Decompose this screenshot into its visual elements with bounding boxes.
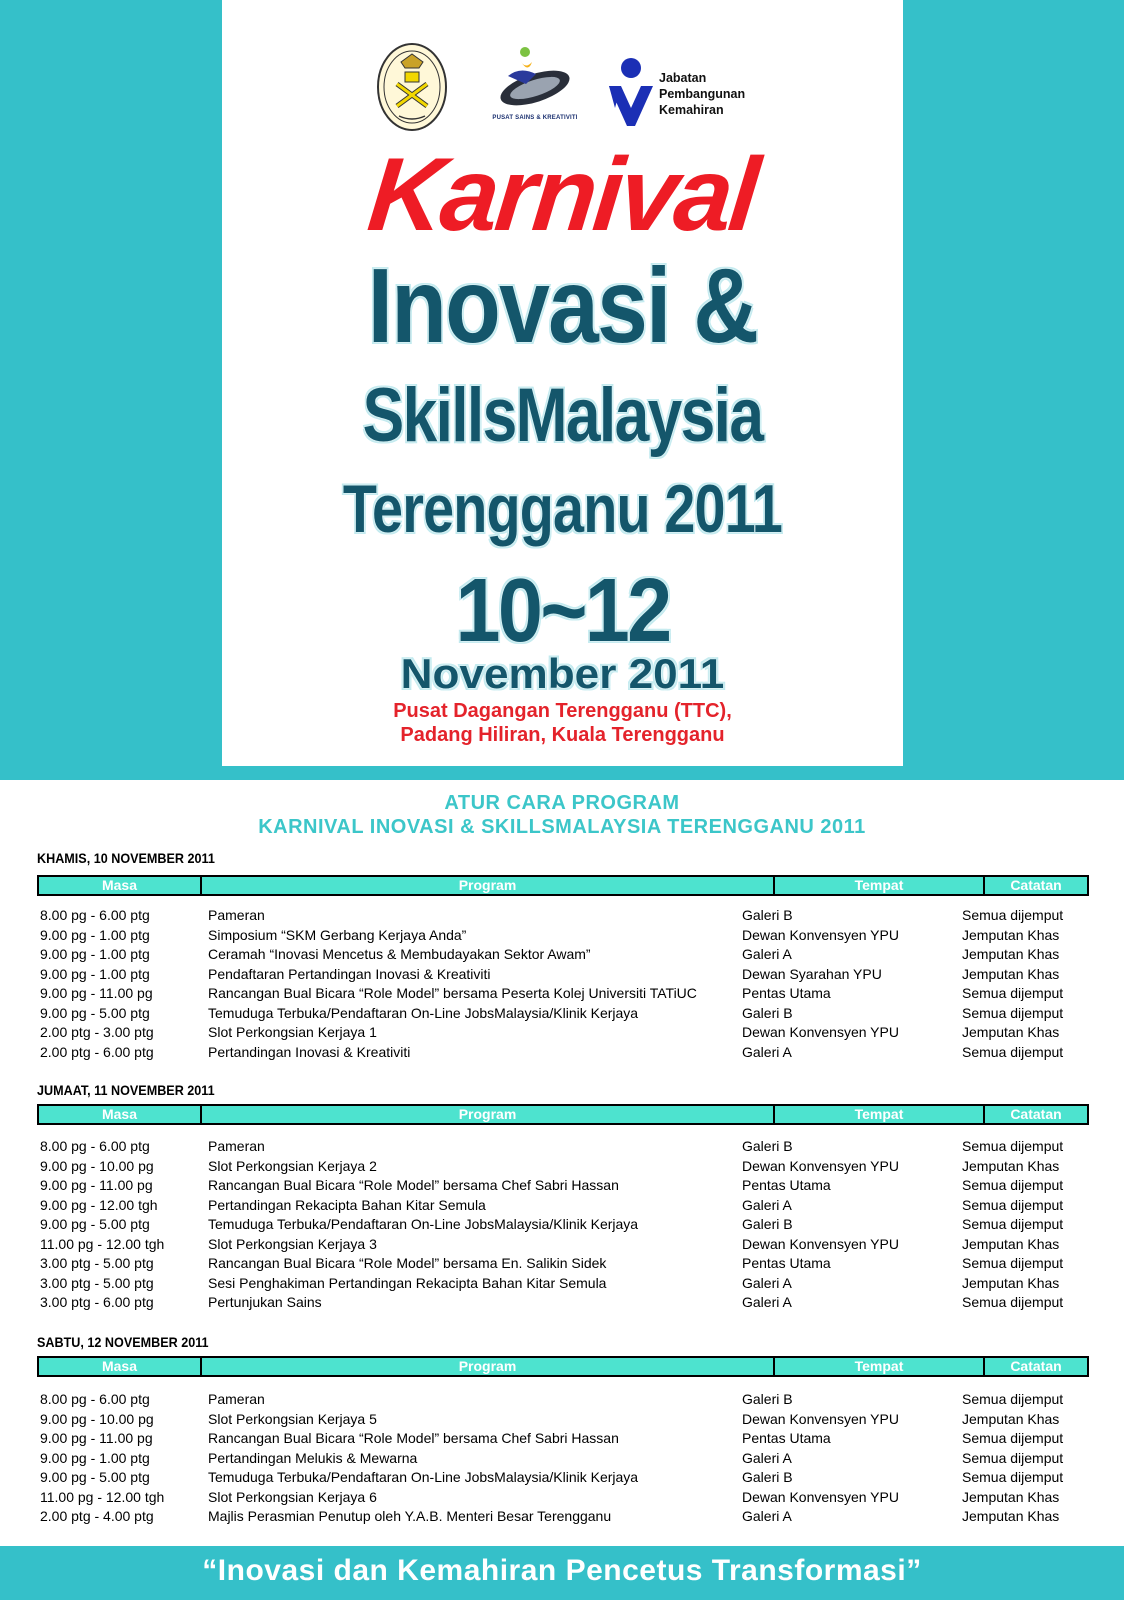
table-row <box>40 1235 1090 1255</box>
title-skillsmalaysia: SkillsMalaysia <box>362 373 763 458</box>
cell-tempat: Pentas Utama <box>742 1177 831 1193</box>
cell-catatan: Jemputan Khas <box>962 946 1060 962</box>
cell-tempat: Dewan Konvensyen YPU <box>742 1157 899 1174</box>
column-header-catatan: Catatan <box>1010 877 1062 893</box>
cell-program: Slot Perkongsian Kerjaya 1 <box>208 1024 377 1040</box>
title-dates: 10~12 <box>455 561 670 661</box>
cell-tempat: Galeri B <box>742 907 793 923</box>
table-row <box>40 1157 1090 1177</box>
cell-tempat: Galeri B <box>742 1469 793 1485</box>
cell-catatan: Semua dijemput <box>962 1138 1064 1154</box>
table-row <box>40 1196 1090 1216</box>
program-heading: ATUR CARA PROGRAM <box>444 792 680 814</box>
table-row <box>40 906 1090 926</box>
cell-program: Temuduga Terbuka/Pendaftaran On-Line JobsMalaysia/Klinik Kerjaya <box>208 1004 639 1021</box>
table-row <box>40 1176 1090 1196</box>
cell-catatan: Semua dijemput <box>962 1255 1064 1271</box>
cell-tempat: Dewan Konvensyen YPU <box>742 1488 899 1505</box>
column-header-masa: Masa <box>39 1106 202 1123</box>
cell-tempat: Galeri A <box>742 1508 792 1524</box>
table-row <box>40 1023 1090 1043</box>
cell-tempat: Galeri A <box>742 1043 792 1060</box>
cell-masa: 9.00 pg - 1.00 ptg <box>40 965 150 982</box>
cell-tempat: Pentas Utama <box>742 1430 831 1446</box>
state-crest-logo <box>375 42 449 132</box>
schedule-rows <box>40 1390 1090 1527</box>
cell-tempat: Galeri A <box>742 1196 792 1213</box>
cell-tempat: Pentas Utama <box>742 1255 831 1271</box>
cell-catatan: Semua dijemput <box>962 1177 1064 1193</box>
cell-program: Slot Perkongsian Kerjaya 2 <box>208 1157 377 1174</box>
table-row <box>40 1390 1090 1410</box>
cell-catatan: Jemputan Khas <box>962 1410 1060 1427</box>
cell-program: Slot Perkongsian Kerjaya 5 <box>208 1410 377 1427</box>
cell-tempat: Dewan Konvensyen YPU <box>742 1235 899 1252</box>
table-row <box>40 1468 1090 1488</box>
cell-tempat: Pentas Utama <box>742 985 831 1001</box>
logo-row <box>222 42 903 142</box>
cell-masa: 9.00 pg - 11.00 pg <box>40 1430 153 1446</box>
cell-program: Simposium “SKM Gerbang Kerjaya Anda” <box>208 926 467 943</box>
cell-program: Rancangan Bual Bicara “Role Model” bersama En. Salikin Sidek <box>208 1255 607 1271</box>
column-header-masa: Masa <box>39 1358 202 1375</box>
poster-panel <box>222 0 903 766</box>
cell-masa: 8.00 pg - 6.00 ptg <box>40 1391 150 1407</box>
cell-masa: 11.00 pg - 12.00 tgh <box>40 1488 165 1505</box>
cell-catatan: Semua dijemput <box>962 1294 1064 1310</box>
jpk-text-line: Jabatan <box>659 71 707 85</box>
table-row <box>40 1043 1090 1063</box>
cell-masa: 3.00 ptg - 5.00 ptg <box>40 1255 154 1271</box>
cell-catatan: Semua dijemput <box>962 1004 1064 1021</box>
cell-tempat: Galeri B <box>742 1216 793 1232</box>
schedule-rows <box>40 1137 1090 1313</box>
cell-catatan: Semua dijemput <box>962 907 1064 923</box>
cell-masa: 11.00 pg - 12.00 tgh <box>40 1235 165 1252</box>
cell-program: Temuduga Terbuka/Pendaftaran On-Line JobsMalaysia/Klinik Kerjaya <box>208 1469 639 1485</box>
cell-masa: 9.00 pg - 1.00 ptg <box>40 926 150 943</box>
table-row <box>40 984 1090 1004</box>
cell-program: Slot Perkongsian Kerjaya 3 <box>208 1235 377 1252</box>
table-row <box>40 1274 1090 1294</box>
title-inovasi: Inovasi & <box>367 247 758 365</box>
cell-tempat: Galeri B <box>742 1138 793 1154</box>
cell-masa: 9.00 pg - 5.00 ptg <box>40 1004 150 1021</box>
cell-catatan: Semua dijemput <box>962 1430 1064 1446</box>
cell-catatan: Semua dijemput <box>962 1196 1064 1213</box>
cell-program: Pameran <box>208 1138 265 1154</box>
cell-program: Temuduga Terbuka/Pendaftaran On-Line JobsMalaysia/Klinik Kerjaya <box>208 1216 639 1232</box>
table-row <box>40 1410 1090 1430</box>
cell-masa: 9.00 pg - 10.00 pg <box>40 1410 154 1427</box>
table-header <box>37 875 1089 896</box>
cell-masa: 9.00 pg - 12.00 tgh <box>40 1196 158 1213</box>
cell-tempat: Dewan Konvensyen YPU <box>742 1410 899 1427</box>
cell-program: Pertandingan Inovasi & Kreativiti <box>208 1043 411 1060</box>
cell-tempat: Galeri B <box>742 1391 793 1407</box>
jpk-text-line: Pembangunan <box>659 87 746 101</box>
cell-masa: 8.00 pg - 6.00 ptg <box>40 1138 150 1154</box>
table-row <box>40 1215 1090 1235</box>
day-title: KHAMIS, 10 NOVEMBER 2011 <box>37 850 215 866</box>
column-header-masa: Masa <box>39 877 202 894</box>
column-header-tempat: Tempat <box>775 1106 985 1123</box>
footer-tagline: “Inovasi dan Kemahiran Pencetus Transformasi” <box>202 1554 922 1587</box>
cell-catatan: Jemputan Khas <box>962 1157 1060 1174</box>
cell-catatan: Semua dijemput <box>962 1216 1064 1232</box>
table-row <box>40 945 1090 965</box>
cell-program: Rancangan Bual Bicara “Role Model” bersama Chef Sabri Hassan <box>208 1430 619 1446</box>
cell-program: Slot Perkongsian Kerjaya 6 <box>208 1488 377 1505</box>
cell-tempat: Galeri A <box>742 1274 792 1291</box>
column-header-program: Program <box>202 1358 775 1375</box>
cell-tempat: Galeri B <box>742 1004 793 1021</box>
jpk-logo-text <box>659 70 745 118</box>
table-row <box>40 1429 1090 1449</box>
column-header-catatan: Catatan <box>1010 1358 1062 1374</box>
footer-band <box>0 1546 1124 1600</box>
cell-program: Pameran <box>208 1391 265 1407</box>
table-row <box>40 1004 1090 1024</box>
schedule-rows <box>40 906 1090 1062</box>
venue-line-2: Padang Hiliran, Kuala Terengganu <box>400 724 725 746</box>
day-title: JUMAAT, 11 NOVEMBER 2011 <box>37 1082 215 1098</box>
cell-catatan: Semua dijemput <box>962 1391 1064 1407</box>
cell-program: Pertandingan Rekacipta Bahan Kitar Semula <box>208 1196 486 1213</box>
cell-tempat: Galeri A <box>742 1294 792 1310</box>
cell-catatan: Jemputan Khas <box>962 1508 1060 1524</box>
cell-program: Rancangan Bual Bicara “Role Model” bersama Chef Sabri Hassan <box>208 1177 619 1193</box>
title-month: November 2011 <box>400 650 725 697</box>
cell-program: Majlis Perasmian Penutup oleh Y.A.B. Menteri Besar Terengganu <box>208 1508 612 1524</box>
table-row <box>40 1507 1090 1527</box>
cell-masa: 3.00 ptg - 5.00 ptg <box>40 1274 154 1291</box>
cell-masa: 9.00 pg - 11.00 pg <box>40 1177 153 1193</box>
cell-masa: 3.00 ptg - 6.00 ptg <box>40 1294 154 1310</box>
cell-catatan: Semua dijemput <box>962 985 1064 1001</box>
column-header-program: Program <box>202 1106 775 1123</box>
table-row <box>40 1254 1090 1274</box>
cell-masa: 2.00 ptg - 3.00 ptg <box>40 1024 154 1040</box>
table-row <box>40 1137 1090 1157</box>
cell-program: Pendaftaran Pertandingan Inovasi & Kreativiti <box>208 965 491 982</box>
cell-tempat: Dewan Konvensyen YPU <box>742 926 899 943</box>
jpk-text-line: Kemahiran <box>659 103 724 117</box>
table-row <box>40 1293 1090 1313</box>
cell-catatan: Jemputan Khas <box>962 926 1060 943</box>
cell-catatan: Semua dijemput <box>962 1449 1064 1466</box>
cell-masa: 2.00 ptg - 4.00 ptg <box>40 1508 154 1524</box>
table-row <box>40 926 1090 946</box>
cell-catatan: Semua dijemput <box>962 1043 1064 1060</box>
cell-program: Ceramah “Inovasi Mencetus & Membudayakan Sektor Awam” <box>208 946 591 962</box>
cell-masa: 9.00 pg - 1.00 ptg <box>40 1449 150 1466</box>
title-terengganu: Terengganu 2011 <box>342 471 783 547</box>
cell-tempat: Galeri A <box>742 1449 792 1466</box>
cell-program: Pertunjukan Sains <box>208 1294 322 1310</box>
cell-masa: 9.00 pg - 1.00 ptg <box>40 946 150 962</box>
cell-masa: 8.00 pg - 6.00 ptg <box>40 907 150 923</box>
cell-program: Pameran <box>208 907 265 923</box>
column-header-tempat: Tempat <box>775 877 985 894</box>
cell-tempat: Dewan Konvensyen YPU <box>742 1024 899 1040</box>
cell-program: Pertandingan Melukis & Mewarna <box>208 1449 418 1466</box>
cell-catatan: Jemputan Khas <box>962 1235 1060 1252</box>
cell-masa: 9.00 pg - 11.00 pg <box>40 985 153 1001</box>
column-header-program: Program <box>202 877 775 894</box>
cell-catatan: Jemputan Khas <box>962 965 1060 982</box>
cell-catatan: Jemputan Khas <box>962 1274 1060 1291</box>
column-header-tempat: Tempat <box>775 1358 985 1375</box>
jpk-logo <box>607 56 667 128</box>
table-row <box>40 1449 1090 1469</box>
column-header-catatan: Catatan <box>1010 1106 1062 1122</box>
cell-tempat: Galeri A <box>742 946 792 962</box>
table-row <box>40 965 1090 985</box>
cell-program: Sesi Penghakiman Pertandingan Rekacipta Bahan Kitar Semula <box>208 1274 607 1291</box>
cell-masa: 9.00 pg - 10.00 pg <box>40 1157 154 1174</box>
pusat-sains-logo-text: PUSAT SAINS & KREATIVITI <box>492 115 578 121</box>
cell-masa: 9.00 pg - 5.00 ptg <box>40 1216 150 1232</box>
cell-program: Rancangan Bual Bicara “Role Model” bersama Peserta Kolej Universiti TATiUC <box>208 985 697 1001</box>
day-title: SABTU, 12 NOVEMBER 2011 <box>37 1334 209 1350</box>
cell-masa: 2.00 ptg - 6.00 ptg <box>40 1043 154 1060</box>
cell-catatan: Jemputan Khas <box>962 1024 1060 1040</box>
table-row <box>40 1488 1090 1508</box>
title-karnival: Karnival <box>363 137 762 253</box>
table-header <box>37 1356 1089 1377</box>
table-header <box>37 1104 1089 1125</box>
cell-catatan: Jemputan Khas <box>962 1488 1060 1505</box>
cell-masa: 9.00 pg - 5.00 ptg <box>40 1469 150 1485</box>
cell-tempat: Dewan Syarahan YPU <box>742 965 882 982</box>
program-subheading: KARNIVAL INOVASI & SKILLSMALAYSIA TERENGGANU 2011 <box>258 816 866 838</box>
cell-catatan: Semua dijemput <box>962 1469 1064 1485</box>
venue-line-1: Pusat Dagangan Terengganu (TTC), <box>393 700 732 722</box>
